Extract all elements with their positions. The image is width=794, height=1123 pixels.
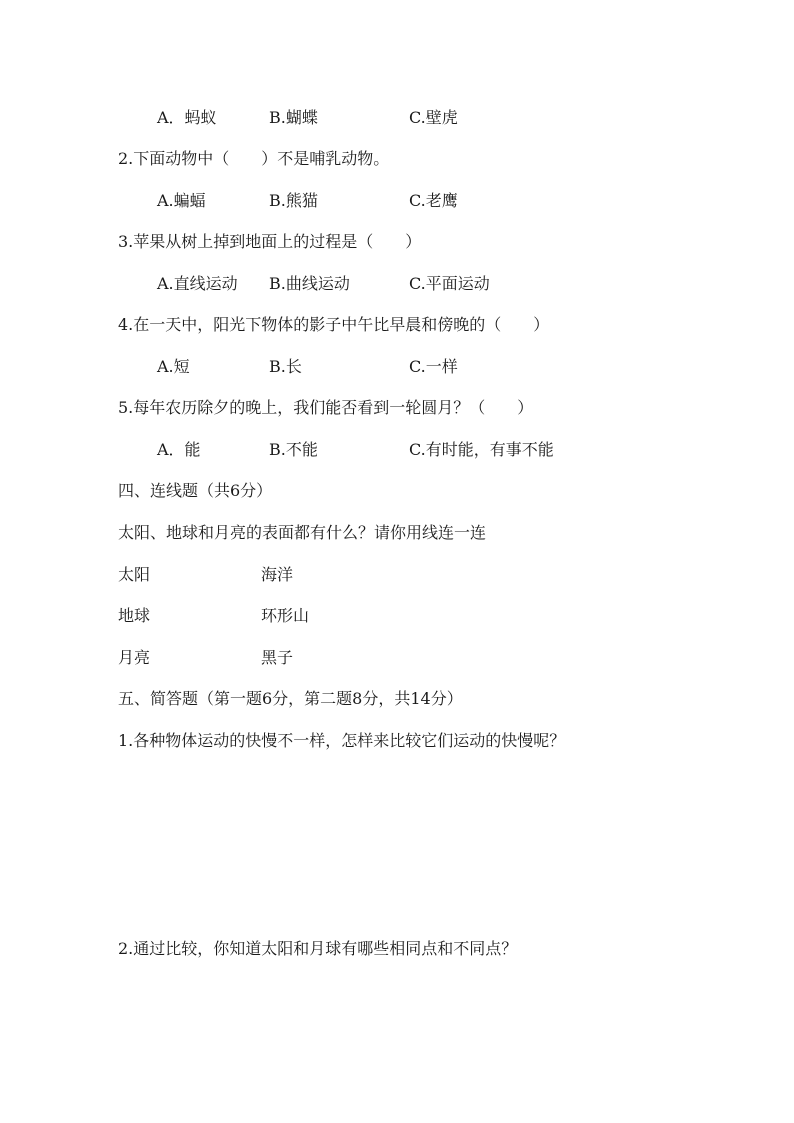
q1-option-a: A．蚂蚁 [157,108,217,127]
q5-option-a: A．能 [157,440,201,459]
q3-option-c: C.平面运动 [409,274,490,293]
q5-option-b: B.不能 [269,440,318,459]
section-5-heading: 五、简答题（第一题6分，第二题8分，共14分） [118,689,463,708]
q3-option-b: B.曲线运动 [269,274,350,293]
question-5: 5.每年农历除夕的晚上，我们能否看到一轮圆月？（ ） [118,398,534,417]
match-left-item: 太阳 [118,565,151,584]
question-4: 4.在一天中，阳光下物体的影子中午比早晨和傍晚的（ ） [118,315,550,334]
q4-option-b: B.长 [269,357,302,376]
q3-option-a: A.直线运动 [157,274,238,293]
match-right-item: 环形山 [261,606,310,625]
match-left-item: 月亮 [118,648,151,667]
q1-option-c: C.壁虎 [409,108,458,127]
short-answer-question-1: 1.各种物体运动的快慢不一样，怎样来比较它们运动的快慢呢？ [118,731,566,750]
match-left-item: 地球 [118,606,151,625]
q2-option-c: C.老鹰 [409,191,458,210]
q5-option-c: C.有时能，有事不能 [409,440,554,459]
match-right-item: 黑子 [261,648,294,667]
q4-option-a: A.短 [157,357,190,376]
question-2: 2.下面动物中（ ）不是哺乳动物。 [118,149,390,168]
q1-option-b: B.蝴蝶 [269,108,318,127]
q2-option-b: B.熊猫 [269,191,318,210]
q4-option-c: C.一样 [409,357,458,376]
question-3: 3.苹果从树上掉到地面上的过程是（ ） [118,232,422,251]
match-right-item: 海洋 [261,565,294,584]
section-4-prompt: 太阳、地球和月亮的表面都有什么？请你用线连一连 [118,523,487,542]
q2-option-a: A.蝙蝠 [157,191,206,210]
section-4-heading: 四、连线题（共6分） [118,481,273,500]
short-answer-question-2: 2.通过比较，你知道太阳和月球有哪些相同点和不同点？ [118,939,518,958]
